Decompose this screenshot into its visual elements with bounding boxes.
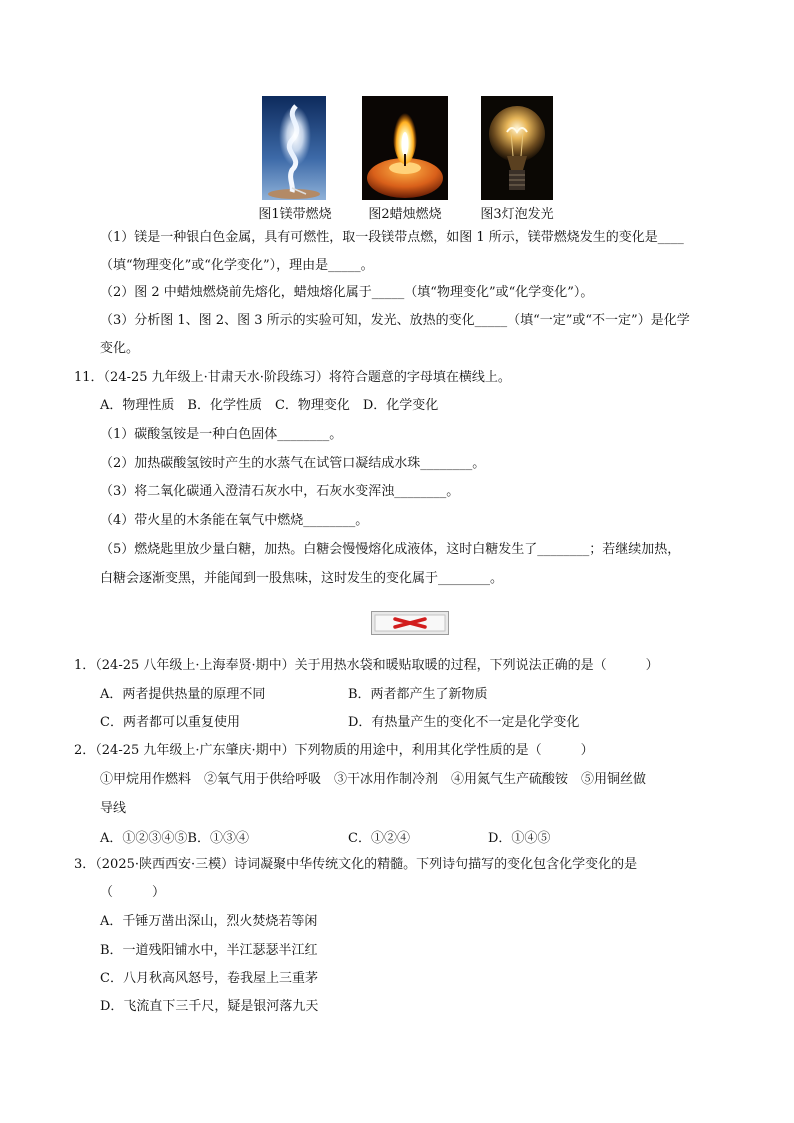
q1-option-d: D．有热量产生的变化不一定是化学变化 xyxy=(348,715,580,730)
q11-sub5-line1: （5）燃烧匙里放少量白糖，加热。白糖会慢慢熔化成液体，这时白糖发生了________；若继续加热， xyxy=(100,542,681,557)
q2-option-ab: A．①②③④⑤B．①③④ xyxy=(100,831,249,846)
q1-option-b: B．两者都产生了新物质 xyxy=(348,687,488,702)
q1-option-a: A．两者提供热量的原理不同 xyxy=(100,687,266,702)
magnesium-ribbon-burning-icon xyxy=(262,96,326,200)
q2-option-c: C．①②④ xyxy=(348,831,410,846)
q11-sub2: （2）加热碳酸氢铵时产生的水蒸气在试管口凝结成水珠________。 xyxy=(100,456,486,471)
q3-stem-line1: 3．（2025·陕西西安·三模）诗词凝聚中华传统文化的精髓。下列诗句描写的变化包含化学变化的是 xyxy=(74,857,638,872)
figure-1-caption: 图1镁带燃烧 xyxy=(258,207,332,222)
figure-2-caption: 图2蜡烛燃烧 xyxy=(368,207,442,222)
section-divider-icon xyxy=(371,611,449,635)
figure-3 xyxy=(476,96,558,222)
q11-stem: 11．（24-25 九年级上·甘肃天水·阶段练习）将符合题意的字母填在横线上。 xyxy=(74,370,511,385)
figure-2 xyxy=(360,96,450,222)
q3-option-d: D．飞流直下三千尺，疑是银河落九天 xyxy=(100,999,319,1014)
q11-sub1: （1）碳酸氢铵是一种白色固体________。 xyxy=(100,427,343,442)
figure-3-caption: 图3灯泡发光 xyxy=(480,207,554,222)
q1-stem: 1．（24-25 八年级上·上海奉贤·期中）关于用热水袋和暖贴取暖的过程，下列说法正确的是（ ） xyxy=(74,658,659,673)
q3-option-b: B．一道残阳铺水中，半江瑟瑟半江红 xyxy=(100,943,318,958)
q2-option-d: D．①④⑤ xyxy=(488,831,551,846)
q2-items-line1: ①甲烷用作燃料 ②氧气用于供给呼吸 ③干冰用作制冷剂 ④用氮气生产硫酸铵 ⑤用铜丝做 xyxy=(100,772,647,787)
q11-sub3: （3）将二氧化碳通入澄清石灰水中，石灰水变浑浊________。 xyxy=(100,484,460,499)
q11-sub4: （4）带火星的木条能在氧气中燃烧________。 xyxy=(100,513,369,528)
q10-part1-line1: （1）镁是一种银白色金属，具有可燃性，取一段镁带点燃，如图 1 所示，镁带燃烧发生的变化是____ xyxy=(100,230,684,245)
q10-part1-line2: （填“物理变化”或“化学变化”），理由是_____。 xyxy=(100,258,374,273)
q1-option-c: C．两者都可以重复使用 xyxy=(100,715,240,730)
q2-stem: 2．（24-25 九年级上·广东肇庆·期中）下列物质的用途中，利用其化学性质的是（ ） xyxy=(74,743,594,758)
q10-part3-line1: （3）分析图 1、图 2、图 3 所示的实验可知，发光、放热的变化_____（填“一定”或“不一定”）是化学 xyxy=(100,313,690,328)
q3-option-c: C．八月秋高风怒号，卷我屋上三重茅 xyxy=(100,971,318,986)
candle-burning-icon xyxy=(362,96,448,200)
q11-options: A．物理性质 B．化学性质 C．物理变化 D．化学变化 xyxy=(100,398,439,413)
q3-stem-line2: （ ） xyxy=(100,885,166,900)
q10-part3-line2: 变化。 xyxy=(100,341,140,356)
q10-part2: （2）图 2 中蜡烛燃烧前先熔化，蜡烛熔化属于_____（填“物理变化”或“化学变化”）。 xyxy=(100,285,594,300)
q2-items-line2: 导线 xyxy=(100,801,127,816)
q11-sub5-line2: 白糖会逐渐变黑，并能闻到一股焦味，这时发生的变化属于________。 xyxy=(100,571,504,586)
q3-option-a: A．千锤万凿出深山，烈火焚烧若等闲 xyxy=(100,914,318,929)
figure-1 xyxy=(255,96,335,222)
light-bulb-glowing-icon xyxy=(481,96,553,200)
figure-row xyxy=(0,96,794,220)
